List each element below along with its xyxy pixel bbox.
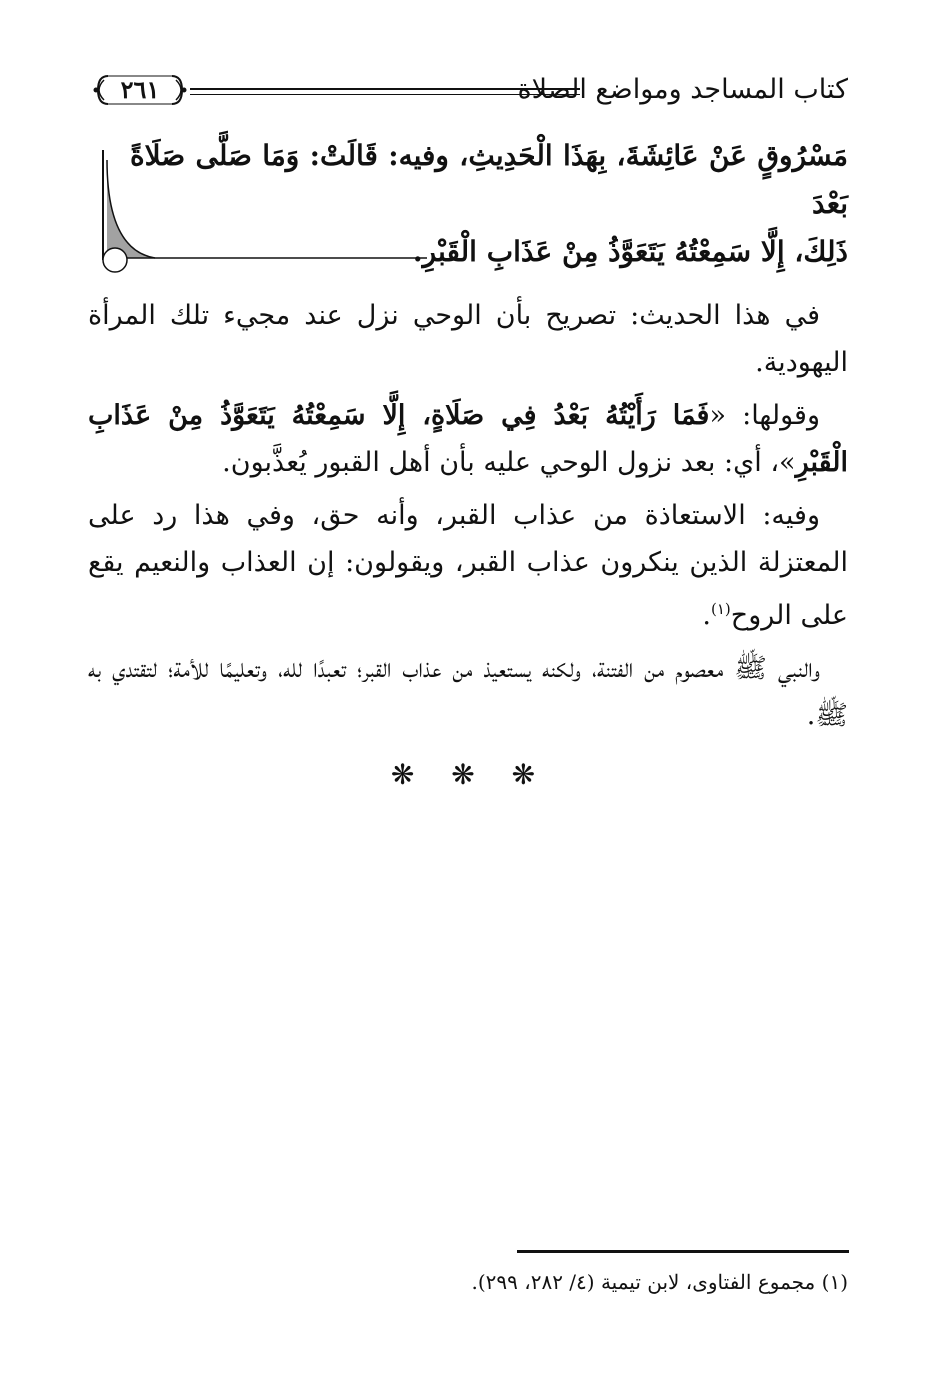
paragraph-3-end: . [702, 600, 711, 631]
page-number: ٢٦١ [120, 75, 160, 104]
header-rule [190, 88, 580, 90]
footnote-ref[interactable]: (١) [710, 600, 731, 618]
hadith-line-2: ذَلِكَ، إِلَّا سَمِعْتُهُ يَتَعَوَّذُ مِنْ عَذَابِ الْقَبْرِ. [412, 235, 848, 268]
paragraph-2 [88, 392, 848, 486]
paragraph-1: في هذا الحديث: تصريح بأن الوحي نزل عند مجيء تلك المرأة اليهودية. [88, 300, 848, 378]
paragraph-4: والنبي ﷺ معصوم من الفتنة، ولكنه يستعيذ من عذاب القبر؛ تعبدًا لله، وتعليمًا للأمة؛ لتقتدي به ﷺ. [88, 653, 848, 731]
corner-ornament-icon [95, 150, 435, 280]
hadith-quote: فَمَا رَأَيْتُهُ بَعْدُ فِي صَلَاةٍ، إِلَّا سَمِعْتُهُ يَتَعَوَّذُ مِنْ عَذَابِ الْقَبْرِ [88, 400, 848, 478]
paragraph-2-rest: »، أي: بعد نزول الوحي عليه بأن أهل القبور يُعذَّبون. [222, 447, 796, 478]
paragraph-2-lead: وقولها: « [709, 400, 820, 431]
paragraph-3 [88, 492, 848, 639]
chapter-title: كتاب المساجد ومواضع الصلاة [517, 74, 848, 105]
page-number-badge [90, 70, 190, 110]
commentary [88, 292, 848, 745]
footnote: (١) مجموع الفتاوى، لابن تيمية (٤/ ٢٨٢، ٢٩٩). [471, 1270, 848, 1294]
header-rule-thin [190, 94, 580, 95]
hadith-line-1: مَسْرُوقٍ عَنْ عَائِشَةَ، بِهَذَا الْحَدِيثِ، وفيه: قَالَتْ: وَمَا صَلَّى صَلَاةً بَعْدَ [130, 139, 848, 220]
paragraph-3-text: وفيه: الاستعاذة من عذاب القبر، وأنه حق، وفي هذا رد على المعتزلة الذين ينكرون عذاب القبر، ويقولون: إن العذاب والنعيم يقع على الروح [88, 500, 848, 631]
section-separator: ❋ ❋ ❋ [390, 758, 550, 791]
footnote-rule [517, 1250, 849, 1253]
